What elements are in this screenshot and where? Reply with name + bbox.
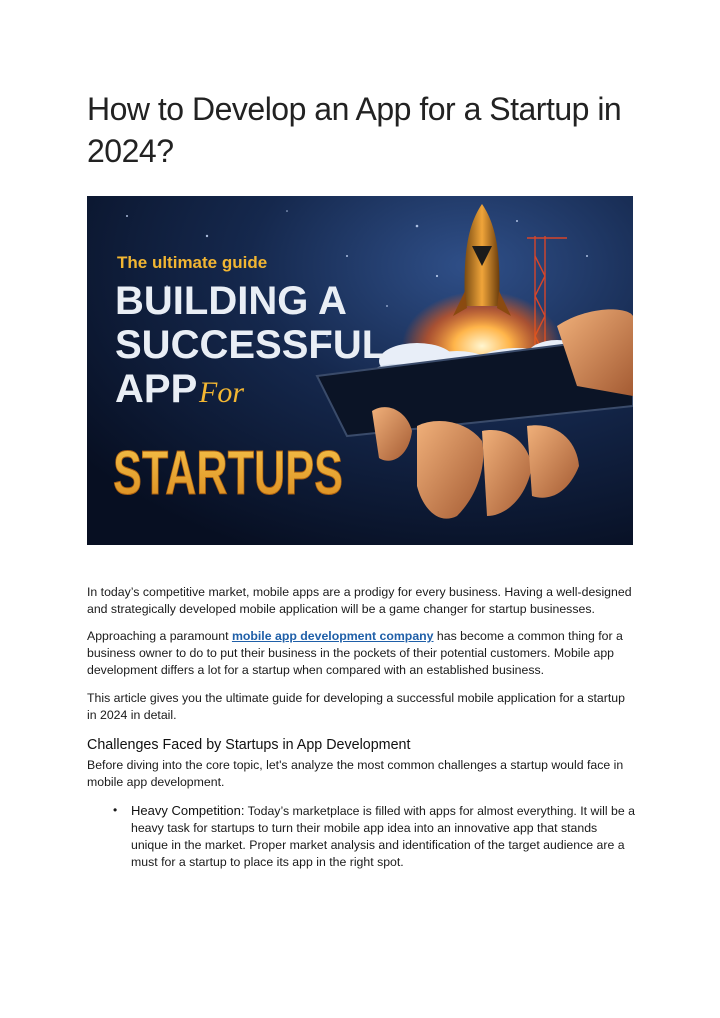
hero-line-startups: STARTUPS bbox=[113, 439, 343, 508]
list-item-heading: Heavy Competition: bbox=[131, 803, 245, 818]
list-item bbox=[87, 802, 635, 871]
paragraph-company-before: Approaching a paramount bbox=[87, 629, 232, 643]
hero-line-for: For bbox=[199, 376, 244, 409]
hero-line-successful: SUCCESSFUL bbox=[115, 323, 387, 367]
challenges-list bbox=[87, 802, 635, 871]
mobile-app-development-link[interactable]: mobile app development company bbox=[231, 629, 434, 643]
section-intro: Before diving into the core topic, let's analyze the most common challenges a startup would face in mobile app development. bbox=[87, 758, 624, 789]
bullet-icon: • bbox=[113, 803, 118, 817]
hero-subtitle: The ultimate guide bbox=[117, 253, 268, 272]
hero-line-app: APP bbox=[115, 367, 198, 411]
page-title: How to Develop an App for a Startup in 2024? bbox=[87, 91, 622, 169]
paragraph-company-after: has become a common thing for a business owner to do to put their business in the pockets of their potential customers. Mobile app development differs a lot for a startup when compared with an established business. bbox=[87, 629, 623, 677]
hero-line-building: BUILDING A bbox=[115, 279, 347, 323]
paragraph-company bbox=[87, 628, 635, 679]
section-heading: Challenges Faced by Startups in App Development bbox=[87, 737, 411, 753]
list-item-text: Today’s marketplace is filled with apps for almost everything. It will be a heavy task for startups to turn their mobile app idea into an innovative app that stands unique in the market. Proper market analysis and identification of the target audience are a must for a startup to place its app in the right spot. bbox=[131, 804, 635, 869]
paragraph-intro: In today’s competitive market, mobile apps are a prodigy for every business. Having a well-designed and strategically developed mobile application will be a game changer for startup businesses. bbox=[87, 585, 632, 616]
hero-image bbox=[87, 196, 633, 545]
paragraph-guide: This article gives you the ultimate guide for developing a successful mobile application for a startup in 2024 in detail. bbox=[87, 691, 625, 722]
